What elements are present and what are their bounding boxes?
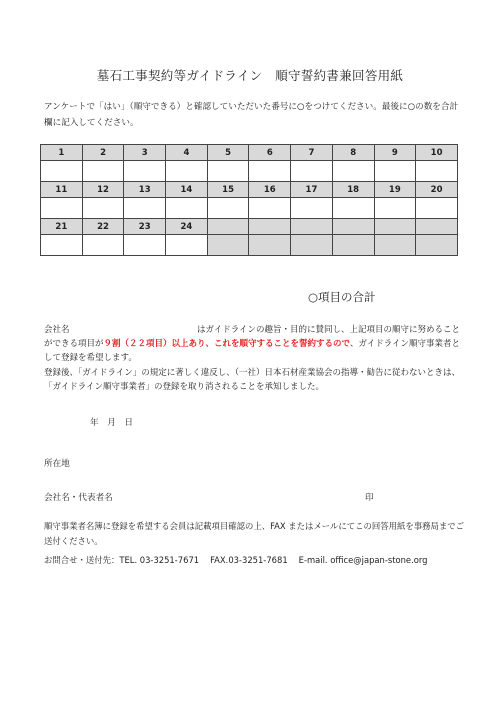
grid-item-number: 24	[166, 219, 208, 235]
total-label: ○項目の合計	[308, 290, 376, 304]
grid-answer-cell[interactable]	[82, 198, 124, 219]
grid-answer-cell[interactable]	[166, 198, 208, 219]
grid-answer-row	[41, 198, 458, 219]
agreement-text-2: 、ガイドライン順守事業者として登録を希望します。	[44, 339, 461, 364]
grid-answer-cell[interactable]	[374, 198, 416, 219]
grid-answer-cell[interactable]	[332, 161, 374, 182]
grid-answer-cell[interactable]	[124, 161, 166, 182]
grid-empty-cell	[374, 219, 416, 235]
grid-item-number: 8	[332, 145, 374, 161]
grid-answer-cell[interactable]	[82, 235, 124, 256]
grid-item-number: 10	[416, 145, 458, 161]
grid-empty-cell	[249, 235, 291, 256]
grid-item-number: 9	[374, 145, 416, 161]
grid-empty-cell	[249, 219, 291, 235]
instructions-text: アンケートで「はい」（順守できる）と確認していただいた番号に○をつけてください。最後に○の数を合計欄に記入してください。	[44, 102, 459, 128]
grid-number-row	[41, 145, 458, 161]
grid-empty-cell	[207, 235, 249, 256]
representative-field-label: 会社名・代表者名	[44, 493, 113, 503]
grid-answer-cell[interactable]	[207, 198, 249, 219]
grid-item-number: 11	[41, 182, 83, 198]
grid-item-number: 5	[207, 145, 249, 161]
grid-number-row	[41, 182, 458, 198]
seal-mark: 印	[365, 493, 374, 503]
item-number-grid	[40, 144, 458, 256]
grid-item-number: 6	[249, 145, 291, 161]
agreement-text-1: 会社名 はガイドラインの趣旨・目的に賛同し、上記項目の順守に努めることができる項目が	[44, 325, 460, 350]
grid-answer-cell[interactable]	[291, 198, 333, 219]
grid-answer-cell[interactable]	[416, 161, 458, 182]
grid-empty-cell	[332, 235, 374, 256]
grid-item-number: 1	[41, 145, 83, 161]
grid-empty-cell	[291, 219, 333, 235]
agreement-text-3: 登録後、「ガイドライン」の規定に著しく違反し、（一社）日本石材産業協会の指導・勧告に従わないときは、「ガイドライン順守事業者」の登録を取り消されることを承知しました。	[44, 367, 460, 392]
grid-answer-row	[41, 161, 458, 182]
grid-item-number: 17	[291, 182, 333, 198]
grid-item-number: 4	[166, 145, 208, 161]
grid-item-number: 15	[207, 182, 249, 198]
grid-answer-cell[interactable]	[82, 161, 124, 182]
grid-answer-cell[interactable]	[207, 161, 249, 182]
date-field[interactable]: 年 月 日	[90, 418, 133, 428]
grid-item-number: 12	[82, 182, 124, 198]
grid-answer-cell[interactable]	[416, 198, 458, 219]
grid-answer-cell[interactable]	[249, 198, 291, 219]
agreement-highlight: ９割（２２項目）以上あり、これを順守することを誓約するので	[103, 339, 351, 350]
grid-item-number: 19	[374, 182, 416, 198]
grid-answer-cell[interactable]	[41, 235, 83, 256]
grid-item-number: 13	[124, 182, 166, 198]
grid-empty-cell	[291, 235, 333, 256]
grid-item-number: 7	[291, 145, 333, 161]
grid-answer-cell[interactable]	[41, 161, 83, 182]
grid-empty-cell	[374, 235, 416, 256]
grid-item-number: 14	[166, 182, 208, 198]
grid-item-number: 2	[82, 145, 124, 161]
grid-item-number: 3	[124, 145, 166, 161]
grid-item-number: 20	[416, 182, 458, 198]
agreement-paragraph	[44, 323, 464, 394]
grid-item-number: 23	[124, 219, 166, 235]
grid-item-number: 21	[41, 219, 83, 235]
grid-answer-cell[interactable]	[124, 198, 166, 219]
grid-answer-cell[interactable]	[124, 235, 166, 256]
contact-info: お問合せ・送付先：TEL. 03-3251-7671 FAX.03-3251-7681 E-mail. office@japan-stone.org	[44, 555, 428, 565]
grid-answer-cell[interactable]	[291, 161, 333, 182]
address-field-label: 所在地	[44, 459, 70, 469]
grid-answer-row	[41, 235, 458, 256]
grid-empty-cell	[332, 219, 374, 235]
grid-answer-cell[interactable]	[41, 198, 83, 219]
grid-answer-cell[interactable]	[166, 235, 208, 256]
grid-item-number: 16	[249, 182, 291, 198]
grid-answer-cell[interactable]	[166, 161, 208, 182]
grid-empty-cell	[416, 219, 458, 235]
grid-empty-cell	[416, 235, 458, 256]
grid-item-number: 18	[332, 182, 374, 198]
grid-answer-cell[interactable]	[249, 161, 291, 182]
document-title: 墓石工事契約等ガイドライン 順守誓約書兼回答用紙	[96, 68, 404, 83]
grid-item-number: 22	[82, 219, 124, 235]
grid-answer-cell[interactable]	[374, 161, 416, 182]
grid-empty-cell	[207, 219, 249, 235]
grid-number-row	[41, 219, 458, 235]
grid-answer-cell[interactable]	[332, 198, 374, 219]
submission-note: 順守事業者名簿に登録を希望する会員は記載項目確認の上、FAX またはメールにてこの回答用紙を事務局までご送付ください。	[44, 521, 465, 546]
